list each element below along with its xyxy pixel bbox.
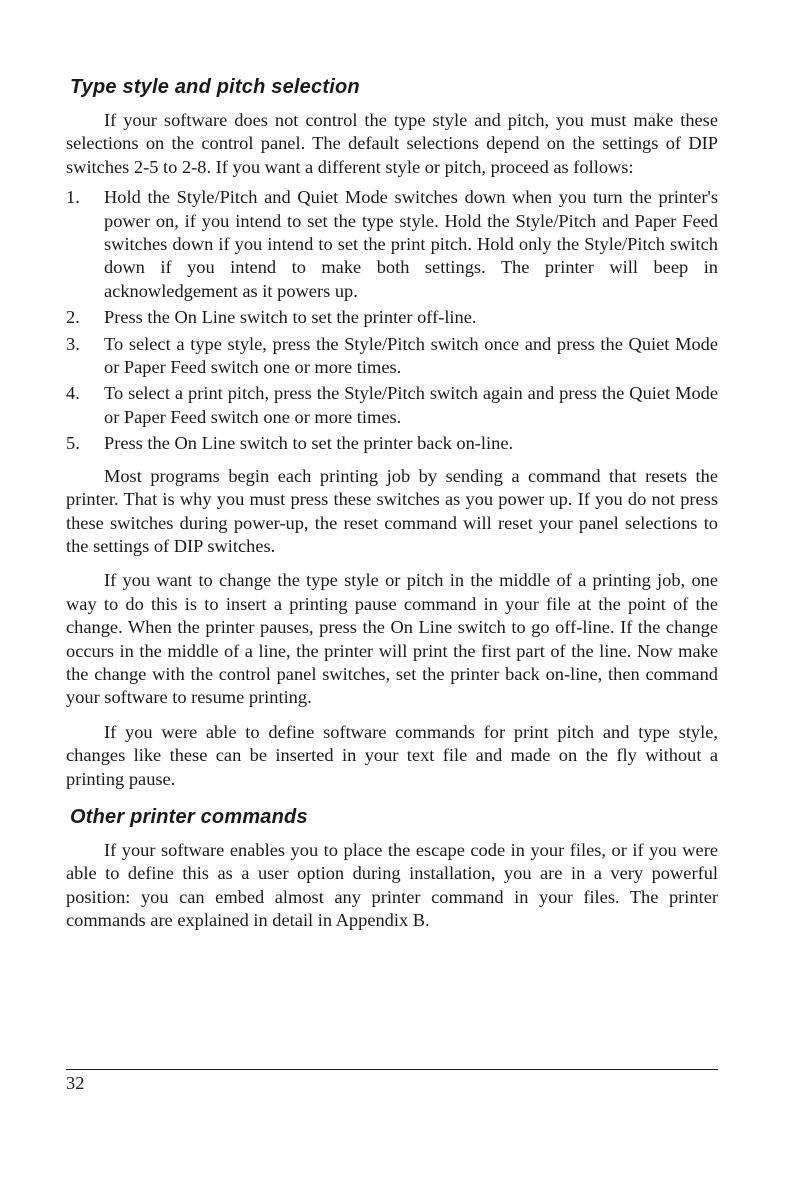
list-item-step-2 xyxy=(66,306,718,329)
section-heading-other-commands: Other printer commands xyxy=(70,805,308,828)
list-item-step-4 xyxy=(66,382,718,429)
list-item-step-3 xyxy=(66,333,718,380)
reset-paragraph: Most programs begin each printing job by sending a command that resets the printer. That is why you must press these switches as you power up. If you do not press these switches during power-up, the reset command will reset your panel selections to the settings of DIP switches. xyxy=(66,465,718,556)
steps-list xyxy=(66,186,718,455)
step-text: To select a type style, press the Style/Pitch switch once and press the Quiet Mode or Paper Feed switch one or more times. xyxy=(104,333,718,378)
change-midjob-paragraph: If you want to change the type style or pitch in the middle of a printing job, one way to do this is to insert a printing pause command in your file at the point of the change. When the printer pauses, press the On Line switch to go off-line. If the change occurs in the middle of a line, the printer will print the first part of the line. Now make the change with the control panel switches, set the printer back on-line, then command your software to resume printing. xyxy=(66,570,718,708)
step-text: Press the On Line switch to set the printer off-line. xyxy=(104,307,477,328)
step-number: 2. xyxy=(66,307,80,328)
section-other-printer-commands xyxy=(66,806,718,933)
other-commands-paragraph: If your software enables you to place the escape code in your files, or if you were able to define this as a user option during installation, you are in a very powerful position: you can embed almost any printer command in your files. The printer commands are explained in detail in Appendix B. xyxy=(66,839,718,931)
intro-paragraph: If your software does not control the type style and pitch, you must make these selections on the control panel. The default selections depend on the settings of DIP switches 2-5 to 2-8. If you want a different style or pitch, proceed as follows: xyxy=(66,110,718,177)
step-text: Hold the Style/Pitch and Quiet Mode switches down when you turn the printer's power on, if you intend to set the type style. Hold the Style/Pitch and Paper Feed switches down if you intend to set the print pitch. Hold only the Style/Pitch switch down if you intend to make both settings. The printer will beep in acknowledgement as it powers up. xyxy=(104,187,718,301)
step-text: Press the On Line switch to set the printer back on-line. xyxy=(104,433,514,454)
footer-divider xyxy=(66,1069,718,1070)
step-number: 3. xyxy=(66,333,80,354)
section-type-style-pitch xyxy=(66,76,718,791)
define-commands-paragraph: If you were able to define software commands for print pitch and type style, changes like these can be inserted in your text file and made on the fly without a printing pause. xyxy=(66,721,718,789)
list-item-step-5 xyxy=(66,432,718,455)
step-number: 1. xyxy=(66,187,80,208)
step-number: 5. xyxy=(66,433,80,454)
list-item-step-1 xyxy=(66,186,718,303)
page-content xyxy=(66,76,718,933)
section-heading-type-style: Type style and pitch selection xyxy=(70,76,360,98)
page-number: 32 xyxy=(66,1073,85,1093)
step-number: 4. xyxy=(66,383,80,404)
step-text: To select a print pitch, press the Style/Pitch switch again and press the Quiet Mode or Paper Feed switch one or more times. xyxy=(104,383,718,427)
